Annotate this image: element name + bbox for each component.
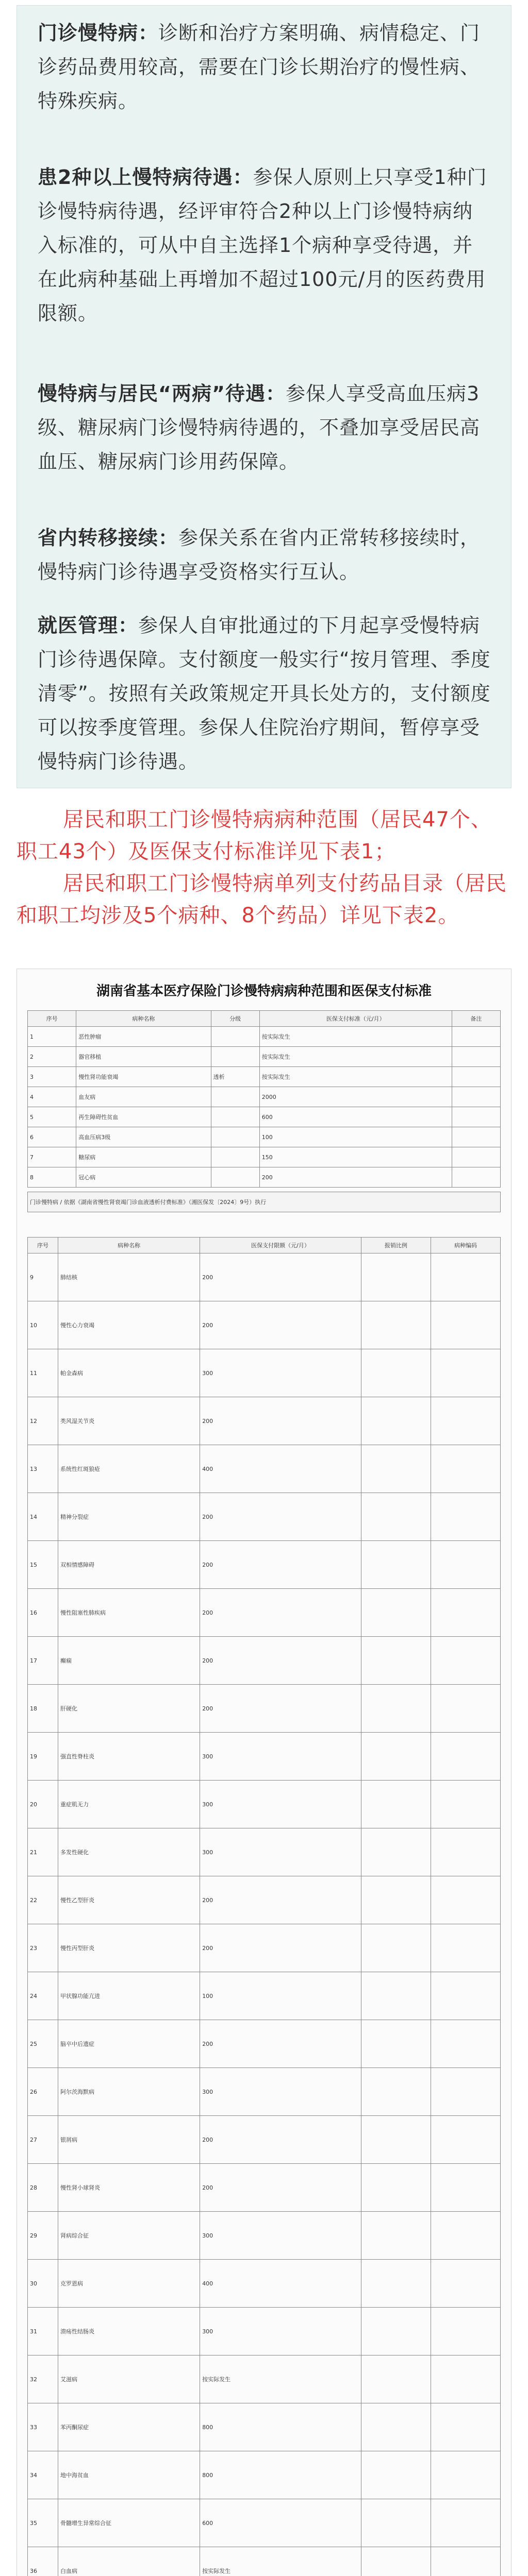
- table-cell: 按实际发生: [259, 1027, 452, 1047]
- table-cell: 艾滋病: [58, 2355, 200, 2403]
- table-cell: 27: [28, 2116, 58, 2164]
- col-header: 医保支付限额（元/月）: [200, 1238, 361, 1253]
- table-row: [28, 2164, 501, 2212]
- table-cell: [361, 1253, 431, 1301]
- table-cell: 200: [259, 1167, 452, 1188]
- table-cell: 5: [28, 1107, 76, 1127]
- table-cell: [361, 1972, 431, 2020]
- table-cell: [431, 1781, 500, 1828]
- table-cell: 精神分裂症: [58, 1493, 200, 1541]
- table-row: [28, 1781, 501, 1828]
- table-cell: [431, 1541, 500, 1589]
- table-cell: 200: [200, 2116, 361, 2164]
- table-cell: [452, 1167, 500, 1188]
- table-cell: [452, 1147, 500, 1167]
- table-cell: [361, 1685, 431, 1733]
- table-cell: [431, 1589, 500, 1637]
- table-cell: 重症肌无力: [58, 1781, 200, 1828]
- table-cell: 恶性肿瘤: [76, 1027, 211, 1047]
- table-cell: [361, 1445, 431, 1493]
- table-cell: [431, 1493, 500, 1541]
- table-cell: 200: [200, 1685, 361, 1733]
- table-cell: 200: [200, 1876, 361, 1924]
- col-header: 序号: [28, 1238, 58, 1253]
- table-cell: [452, 1107, 500, 1127]
- table-cell: 帕金森病: [58, 1349, 200, 1397]
- table-cell: [452, 1047, 500, 1067]
- table-cell: [211, 1027, 259, 1047]
- table-cell: 肺结核: [58, 1253, 200, 1301]
- table-cell: [431, 2403, 500, 2451]
- table-cell: 慢性乙型肝炎: [58, 1876, 200, 1924]
- col-header: 报销比例: [361, 1238, 431, 1253]
- section-lead: 省内转移接续：: [38, 527, 179, 549]
- section-text: 诊断和治疗方案明确、病情稳定、门诊药品费用较高，需要在门诊长期治疗的慢性病、特殊疾病。: [38, 22, 481, 112]
- table-cell: 按实际发生: [200, 2355, 361, 2403]
- table-row: [28, 2068, 501, 2116]
- table-cell: 冠心病: [76, 1167, 211, 1188]
- table-cell: 慢性丙型肝炎: [58, 1924, 200, 1972]
- table-cell: [431, 1828, 500, 1876]
- table-cell: 300: [200, 1733, 361, 1781]
- table-cell: [431, 2308, 500, 2355]
- table-cell: [431, 2547, 500, 2576]
- section-text: 参保人自审批通过的下月起享受慢特病门诊待遇保障。支付额度一般实行“按月管理、季度清零”。按照有关政策规定开具长处方的，支付额度可以按季度管理。参保人住院治疗期间，暂停享受慢特病门诊待遇。: [38, 614, 491, 773]
- table-cell: [431, 1972, 500, 2020]
- table-cell: 糖尿病: [76, 1147, 211, 1167]
- table-cell: 200: [200, 1589, 361, 1637]
- table-cell: [361, 1397, 431, 1445]
- table-cell: 4: [28, 1087, 76, 1107]
- table-row: [28, 1047, 501, 1067]
- table-cell: 28: [28, 2164, 58, 2212]
- table-cell: 10: [28, 1301, 58, 1349]
- table-cell: 透析: [211, 1067, 259, 1087]
- table-cell: 100: [259, 1127, 452, 1147]
- table-cell: 34: [28, 2451, 58, 2499]
- table-cell: 400: [200, 1445, 361, 1493]
- table-cell: [431, 1637, 500, 1685]
- table-cell: [431, 2020, 500, 2068]
- table-cell: [211, 1107, 259, 1127]
- section-lead: 患2种以上慢特病待遇：: [38, 166, 253, 189]
- table-row: [28, 2260, 501, 2308]
- table-row: [28, 2020, 501, 2068]
- table-row: [28, 1637, 501, 1685]
- table-cell: 2: [28, 1047, 76, 1067]
- table-cell: 3: [28, 1067, 76, 1087]
- table-cell: 2000: [259, 1087, 452, 1107]
- table-cell: 阿尔茨海默病: [58, 2068, 200, 2116]
- note-table1: 居民和职工门诊慢特病病种范围（居民47个、职工43个）及医保支付标准详见下表1；: [16, 808, 492, 863]
- section-text: 参保人享受高血压病3级、糖尿病门诊慢特病待遇的，不叠加享受居民高血压、糖尿病门诊用药保障。: [38, 382, 481, 473]
- table-row: [28, 2403, 501, 2451]
- table-cell: [431, 2068, 500, 2116]
- table-row: [28, 1733, 501, 1781]
- table-cell: 200: [200, 1637, 361, 1685]
- table-cell: 血友病: [76, 1087, 211, 1107]
- table-cell: 300: [200, 1828, 361, 1876]
- table-row: [28, 1685, 501, 1733]
- table-cell: 200: [200, 1253, 361, 1301]
- table-cell: 甲状腺功能亢进: [58, 1972, 200, 2020]
- table-cell: [431, 2451, 500, 2499]
- table-cell: [431, 2355, 500, 2403]
- table-row: [28, 1167, 501, 1188]
- table-cell: [361, 2020, 431, 2068]
- table-row: [28, 2355, 501, 2403]
- table-cell: [361, 2451, 431, 2499]
- table-cell: 30: [28, 2260, 58, 2308]
- table-cell: 8: [28, 1167, 76, 1188]
- table-cell: 33: [28, 2403, 58, 2451]
- table-cell: 29: [28, 2212, 58, 2260]
- table-cell: 22: [28, 1876, 58, 1924]
- table-cell: 16: [28, 1589, 58, 1637]
- table-cell: 高血压病3级: [76, 1127, 211, 1147]
- table-cell: 100: [200, 1972, 361, 2020]
- table-cell: [361, 2260, 431, 2308]
- table-cell: 24: [28, 1972, 58, 2020]
- table-cell: [361, 2068, 431, 2116]
- table-cell: [211, 1167, 259, 1188]
- table-cell: [431, 1301, 500, 1349]
- table-cell: [361, 1781, 431, 1828]
- table-cell: 癫痫: [58, 1637, 200, 1685]
- table-row: [28, 1107, 501, 1127]
- table-cell: [361, 2116, 431, 2164]
- table-cell: 23: [28, 1924, 58, 1972]
- table-cell: [361, 2499, 431, 2547]
- table-cell: 11: [28, 1349, 58, 1397]
- table-cell: 800: [200, 2403, 361, 2451]
- table-cell: 200: [200, 2164, 361, 2212]
- table-cell: 17: [28, 1637, 58, 1685]
- table-row: [28, 1589, 501, 1637]
- table-cell: 再生障碍性贫血: [76, 1107, 211, 1127]
- table-row: [28, 1349, 501, 1397]
- table-cell: 26: [28, 2068, 58, 2116]
- table-cell: [211, 1147, 259, 1167]
- table-cell: 克罗恩病: [58, 2260, 200, 2308]
- table-cell: 13: [28, 1445, 58, 1493]
- table-cell: 器官移植: [76, 1047, 211, 1067]
- table-cell: [361, 1541, 431, 1589]
- table-cell: [361, 2212, 431, 2260]
- table-cell: 200: [200, 1541, 361, 1589]
- section-lead: 就医管理：: [38, 614, 139, 637]
- section-multiple-diseases: [38, 160, 491, 330]
- table-row: [28, 1541, 501, 1589]
- table-row: [28, 1301, 501, 1349]
- table-cell: [361, 2164, 431, 2212]
- table-row: [28, 2547, 501, 2576]
- table-cell: [361, 1924, 431, 1972]
- table-cell: [361, 1301, 431, 1349]
- table-cell: 按实际发生: [200, 2547, 361, 2576]
- table-cell: 慢性肾功能衰竭: [76, 1067, 211, 1087]
- section-medical-management: [38, 608, 491, 778]
- col-header: 序号: [28, 1011, 76, 1027]
- col-header: 病种名称: [58, 1238, 200, 1253]
- table-cell: [431, 2260, 500, 2308]
- table-cell: [431, 1397, 500, 1445]
- table-cell: [431, 1445, 500, 1493]
- table-cell: [361, 2547, 431, 2576]
- table-cell: [361, 1637, 431, 1685]
- table-cell: 慢性心力衰竭: [58, 1301, 200, 1349]
- table-cell: 14: [28, 1493, 58, 1541]
- table-cell: 脑卒中后遗症: [58, 2020, 200, 2068]
- table-cell: 36: [28, 2547, 58, 2576]
- table-cell: 20: [28, 1781, 58, 1828]
- table-cell: 7: [28, 1147, 76, 1167]
- table-divider: 门诊慢特病 / 依据《湖南省慢性肾衰竭门诊血液透析付费标准》（湘医保发〔2024〕9号）执行: [28, 1192, 501, 1212]
- col-header: 分级: [211, 1011, 259, 1027]
- table-cell: 200: [200, 1924, 361, 1972]
- table-cell: 肝硬化: [58, 1685, 200, 1733]
- table-cell: [452, 1027, 500, 1047]
- col-header: 病种编码: [431, 1238, 500, 1253]
- table-cell: 800: [200, 2451, 361, 2499]
- table-cell: 双相情感障碍: [58, 1541, 200, 1589]
- table-row: [28, 1127, 501, 1147]
- section-text: 参保人原则上只享受1种门诊慢特病待遇，经评审符合2种以上门诊慢特病纳入标准的，可从中自主选择1个病种享受待遇，并在此病种基础上再增加不超过100元/月的医药费用限额。: [38, 166, 487, 325]
- table-cell: 300: [200, 1781, 361, 1828]
- table-cell: 400: [200, 2260, 361, 2308]
- table-cell: [431, 2164, 500, 2212]
- table-cell: 200: [200, 2020, 361, 2068]
- table-row: [28, 2308, 501, 2355]
- table-row: [28, 1027, 501, 1047]
- table-cell: [361, 2403, 431, 2451]
- section-lead: 门诊慢特病：: [38, 22, 159, 44]
- col-header: 病种名称: [76, 1011, 211, 1027]
- table-cell: 按实际发生: [259, 1067, 452, 1087]
- table-row: [28, 1445, 501, 1493]
- table-row: [28, 2212, 501, 2260]
- table-row: [28, 1493, 501, 1541]
- table-cell: [211, 1087, 259, 1107]
- section-transfer: [38, 521, 491, 589]
- table-cell: 按实际发生: [259, 1047, 452, 1067]
- table-cell: [431, 2116, 500, 2164]
- table-cell: 300: [200, 2068, 361, 2116]
- section-text: 参保关系在省内正常转移接续时，慢特病门诊待遇享受资格实行互认。: [38, 527, 481, 583]
- table-cell: 多发性硬化: [58, 1828, 200, 1876]
- red-notes: [16, 804, 512, 931]
- col-header: 备注: [452, 1011, 500, 1027]
- table-cell: 骨髓增生异常综合征: [58, 2499, 200, 2547]
- table-cell: 18: [28, 1685, 58, 1733]
- table-row: [28, 2116, 501, 2164]
- table-cell: [452, 1067, 500, 1087]
- table-cell: 300: [200, 2212, 361, 2260]
- table1-part1: [27, 1010, 501, 1212]
- table-cell: 6: [28, 1127, 76, 1147]
- table-cell: 慢性阻塞性肺疾病: [58, 1589, 200, 1637]
- table-cell: 21: [28, 1828, 58, 1876]
- table-cell: [211, 1047, 259, 1067]
- table-cell: 12: [28, 1397, 58, 1445]
- table-cell: 32: [28, 2355, 58, 2403]
- info-card: [16, 5, 512, 788]
- table-cell: 200: [200, 1493, 361, 1541]
- table-cell: 慢性肾小球肾炎: [58, 2164, 200, 2212]
- table-cell: [361, 1493, 431, 1541]
- table-row: [28, 1087, 501, 1107]
- table-cell: [361, 1589, 431, 1637]
- table-cell: [211, 1127, 259, 1147]
- table-row: [28, 2499, 501, 2547]
- table-cell: 系统性红斑狼疮: [58, 1445, 200, 1493]
- table-cell: 19: [28, 1733, 58, 1781]
- table-cell: 强直性脊柱炎: [58, 1733, 200, 1781]
- table-cell: 600: [259, 1107, 452, 1127]
- table-cell: 地中海贫血: [58, 2451, 200, 2499]
- table-cell: 溃疡性结肠炎: [58, 2308, 200, 2355]
- table-cell: [361, 1876, 431, 1924]
- table-row: [28, 1924, 501, 1972]
- table-cell: 肾病综合征: [58, 2212, 200, 2260]
- note-table2: 居民和职工门诊慢特病单列支付药品目录（居民和职工均涉及5个病种、8个药品）详见下表2。: [16, 872, 507, 927]
- table-cell: 类风湿关节炎: [58, 1397, 200, 1445]
- table-cell: [452, 1087, 500, 1107]
- table-row: [28, 2451, 501, 2499]
- table-cell: [431, 2212, 500, 2260]
- table-cell: [431, 2499, 500, 2547]
- table-cell: 200: [200, 1301, 361, 1349]
- table-cell: 150: [259, 1147, 452, 1167]
- table-cell: 白血病: [58, 2547, 200, 2576]
- table-cell: [431, 1924, 500, 1972]
- section-outpatient-chronic: [38, 16, 491, 118]
- table-cell: [361, 2355, 431, 2403]
- table-cell: [361, 1828, 431, 1876]
- table-cell: [431, 1876, 500, 1924]
- table-cell: 300: [200, 2308, 361, 2355]
- table-row: [28, 1253, 501, 1301]
- table-cell: 1: [28, 1027, 76, 1047]
- table-row: [28, 1876, 501, 1924]
- table-cell: 25: [28, 2020, 58, 2068]
- table-cell: 15: [28, 1541, 58, 1589]
- table-row: [28, 1397, 501, 1445]
- table-cell: [452, 1127, 500, 1147]
- table-cell: 35: [28, 2499, 58, 2547]
- section-lead: 慢特病与居民“两病”待遇：: [38, 382, 286, 405]
- table-cell: [431, 1349, 500, 1397]
- table-cell: [361, 2308, 431, 2355]
- table-row: [28, 1067, 501, 1087]
- col-header: 医保支付标准（元/月）: [259, 1011, 452, 1027]
- table1-part2: [27, 1237, 501, 2576]
- table-cell: [361, 1733, 431, 1781]
- table-cell: 300: [200, 1349, 361, 1397]
- doc-title: 湖南省基本医疗保险门诊慢特病病种范围和医保支付标准: [96, 984, 432, 999]
- table-cell: 苯丙酮尿症: [58, 2403, 200, 2451]
- table-cell: [431, 1253, 500, 1301]
- table-cell: [361, 1349, 431, 1397]
- section-two-diseases: [38, 377, 491, 479]
- table-cell: 9: [28, 1253, 58, 1301]
- table-cell: 200: [200, 1397, 361, 1445]
- table-cell: [431, 1685, 500, 1733]
- document-table1: [16, 969, 512, 2576]
- table-cell: [431, 1733, 500, 1781]
- table-row: [28, 1828, 501, 1876]
- table-row: [28, 1972, 501, 2020]
- table-row: [28, 1147, 501, 1167]
- table-cell: 31: [28, 2308, 58, 2355]
- table-cell: 600: [200, 2499, 361, 2547]
- table-cell: 银屑病: [58, 2116, 200, 2164]
